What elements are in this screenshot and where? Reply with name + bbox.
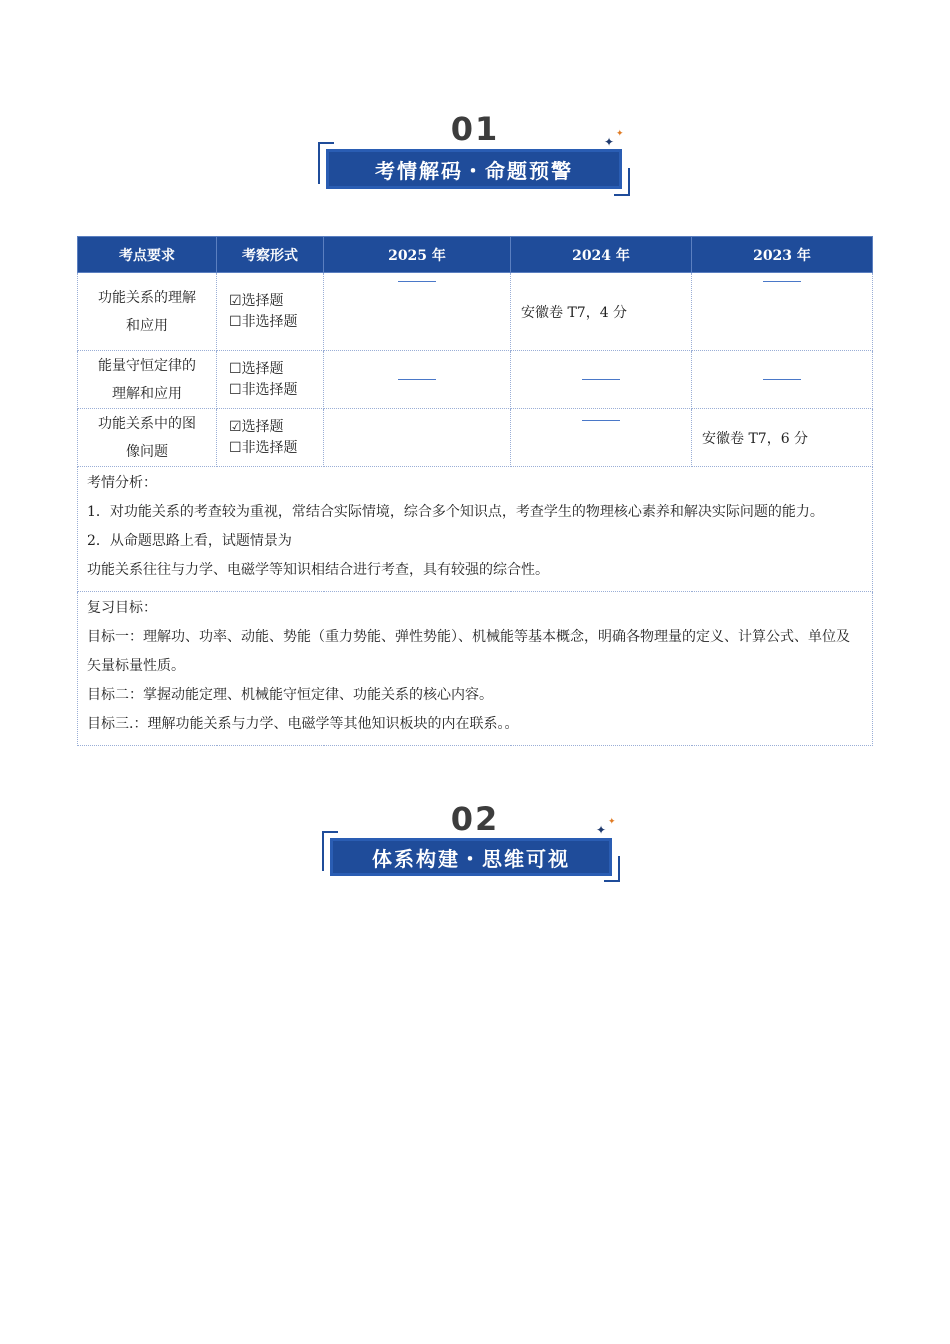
option-non-choice: ☐非选择题 <box>229 381 298 398</box>
sparkle-icon: ✦ <box>604 135 615 149</box>
analysis-heading: 考情分析： <box>87 475 157 491</box>
option-non-choice: ☐非选择题 <box>229 313 298 330</box>
sparkle-small-icon: ✦ <box>608 817 616 827</box>
table-row <box>78 351 873 409</box>
checkbox-empty-icon: ☐ <box>229 360 242 377</box>
form-cell <box>217 351 324 409</box>
cell-2023 <box>692 351 873 409</box>
cell-2025 <box>324 273 511 351</box>
option-choice: ☑选择题 <box>229 418 284 435</box>
dash-line <box>763 281 801 282</box>
header-topic: 考点要求 <box>78 237 217 273</box>
section-1-number: 01 <box>450 110 500 148</box>
goals-row <box>78 592 873 746</box>
sparkle-icon: ✦ <box>596 823 607 837</box>
option-choice: ☐选择题 <box>229 360 284 377</box>
option-non-choice: ☐非选择题 <box>229 439 298 456</box>
dash-line <box>763 379 801 380</box>
cell-2023: 安徽卷 T7，6 分 <box>692 409 873 467</box>
analysis-paragraph: 功能关系往往与力学、电磁学等知识相结合进行考查，具有较强的综合性。 <box>87 562 549 578</box>
section-1-banner <box>0 108 950 218</box>
cell-2024 <box>511 351 692 409</box>
dash-line <box>582 379 620 380</box>
form-cell <box>217 273 324 351</box>
cell-2023 <box>692 273 873 351</box>
exam-analysis-table <box>77 236 873 746</box>
table-header-row <box>78 237 873 273</box>
form-cell <box>217 409 324 467</box>
section-1-title: 考情解码・命题预警 <box>326 149 622 189</box>
table-row <box>78 273 873 351</box>
analysis-row <box>78 467 873 592</box>
header-2025: 2025 年 <box>324 237 511 273</box>
checkbox-empty-icon: ☐ <box>229 381 242 398</box>
topic-cell: 功能关系中的图 像问题 <box>78 409 217 467</box>
goal-item: 目标一：理解功、功率、动能、势能（重力势能、弹性势能）、机械能等基本概念，明确各物理量的定义、计算公式、单位及矢量标量性质。 <box>87 629 850 674</box>
checkbox-checked-icon: ☑ <box>229 292 242 309</box>
header-2023: 2023 年 <box>692 237 873 273</box>
goals-cell <box>78 592 873 746</box>
checkbox-empty-icon: ☐ <box>229 439 242 456</box>
cell-2025 <box>324 351 511 409</box>
dash-line <box>582 420 620 421</box>
header-form: 考察形式 <box>217 237 324 273</box>
section-2-number: 02 <box>450 800 500 838</box>
sparkle-small-icon: ✦ <box>616 129 624 139</box>
cell-2024 <box>511 409 692 467</box>
dash-line <box>398 281 436 282</box>
topic-cell: 能量守恒定律的 理解和应用 <box>78 351 217 409</box>
cell-2024: 安徽卷 T7，4 分 <box>511 273 692 351</box>
goals-heading: 复习目标： <box>87 600 157 616</box>
dash-line <box>398 379 436 380</box>
goal-item: 目标二：掌握动能定理、机械能守恒定律、功能关系的核心内容。 <box>87 687 493 703</box>
topic-cell: 功能关系的理解 和应用 <box>78 273 217 351</box>
checkbox-checked-icon: ☑ <box>229 418 242 435</box>
header-2024: 2024 年 <box>511 237 692 273</box>
analysis-paragraph: 1．对功能关系的考查较为重视，常结合实际情境，综合多个知识点，考查学生的物理核心素养和解决实际问题的能力。 <box>87 504 824 520</box>
checkbox-empty-icon: ☐ <box>229 313 242 330</box>
section-2-title: 体系构建・思维可视 <box>330 838 612 876</box>
section-2-banner <box>0 798 950 908</box>
table-row <box>78 409 873 467</box>
option-choice: ☑选择题 <box>229 292 284 309</box>
goal-item: 目标三.：理解功能关系与力学、电磁学等其他知识板块的内在联系。。 <box>87 716 519 732</box>
cell-2025 <box>324 409 511 467</box>
analysis-paragraph: 2．从命题思路上看，试题情景为 <box>87 533 292 549</box>
analysis-cell <box>78 467 873 592</box>
